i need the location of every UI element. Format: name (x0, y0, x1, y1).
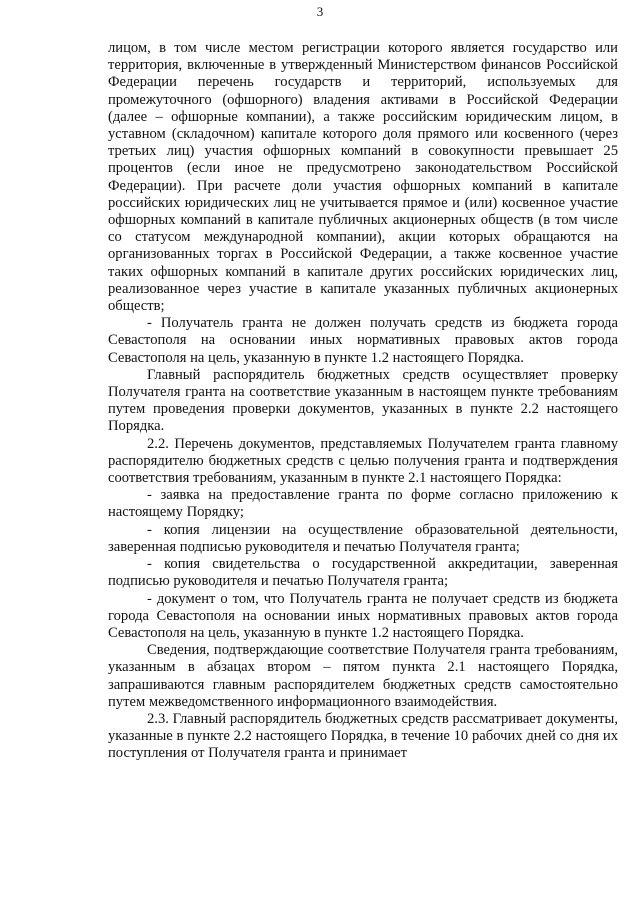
list-item-license-copy: - копия лицензии на осуществление образовательной деятельности, заверенная подписью руководителя и печатью Получателя гранта; (108, 521, 618, 555)
list-item-no-funding-document: - документ о том, что Получатель гранта не получает средств из бюджета города Севастополя на основании иных нормативных правовых актов города Севастополя на цель, указанную в пункте 1.2 настоящего Порядка. (108, 590, 618, 641)
paragraph-section-2-3: 2.3. Главный распорядитель бюджетных средств рассматривает документы, указанные в пункте 2.2 настоящего Порядка, в течение 10 рабочих дней со дня их поступления от Получателя гранта и принимает (108, 710, 618, 762)
list-item-application: - заявка на предоставление гранта по форме согласно приложению к настоящему Порядку; (108, 487, 618, 521)
paragraph-interagency-request: Сведения, подтверждающие соответствие Получателя гранта требованиям, указанным в абзацах втором – пятом пункта 2.1 настоящего Порядка, запрашиваются главным распорядителем бюджетных средств самостоятельно путем межведомственного информационного взаимодействия. (108, 642, 618, 710)
document-body (108, 40, 618, 763)
list-item-accreditation-copy: - копия свидетельства о государственной аккредитации, заверенная подписью руководителя и печатью Получателя гранта; (108, 556, 618, 590)
paragraph-verification: Главный распорядитель бюджетных средств осуществляет проверку Получателя гранта на соответствие указанным в настоящем пункте требованиям путем проведения проверки документов, указанных в пункте 2.2 настоящего Порядка. (108, 366, 618, 435)
paragraph-offshore-criteria: лицом, в том числе местом регистрации которого является государство или территория, включенные в утвержденный Министерством финансов Российской Федерации перечень государств и территорий, используемых для промежуточного (офшорного) владения активами в Российской Федерации (далее – офшорные компании), а также российским юридическим лицом, в уставном (складочном) капитале которого доля прямого или косвенного (через третьих лиц) участия офшорных компаний в совокупности превышает 25 процентов (если иное не предусмотрено законодательством Российской Федерации). При расчете доли участия офшорных компаний в капитале российских юридических лиц не учитывается прямое и (или) косвенное участие офшорных компаний в капитале публичных акционерных обществ (в том числе со статусом международной компании), акции которых обращаются на организованных торгах в Российской Федерации, а также косвенное участие таких офшорных компаний в капитале других российских юридических лиц, реализованное через участие в капитале указанных публичных акционерных обществ; (108, 40, 618, 315)
paragraph-no-other-funding: - Получатель гранта не должен получать средств из бюджета города Севастополя на основании иных нормативных правовых актов города Севастополя на цель, указанную в пункте 1.2 настоящего Порядка. (108, 315, 618, 366)
page-number: 3 (316, 4, 324, 19)
paragraph-section-2-2: 2.2. Перечень документов, представляемых Получателем гранта главному распорядителю бюджетных средств с целью получения гранта и подтверждения соответствия требованиям, указанным в пункте 2.1 настоящего Порядка: (108, 435, 618, 487)
